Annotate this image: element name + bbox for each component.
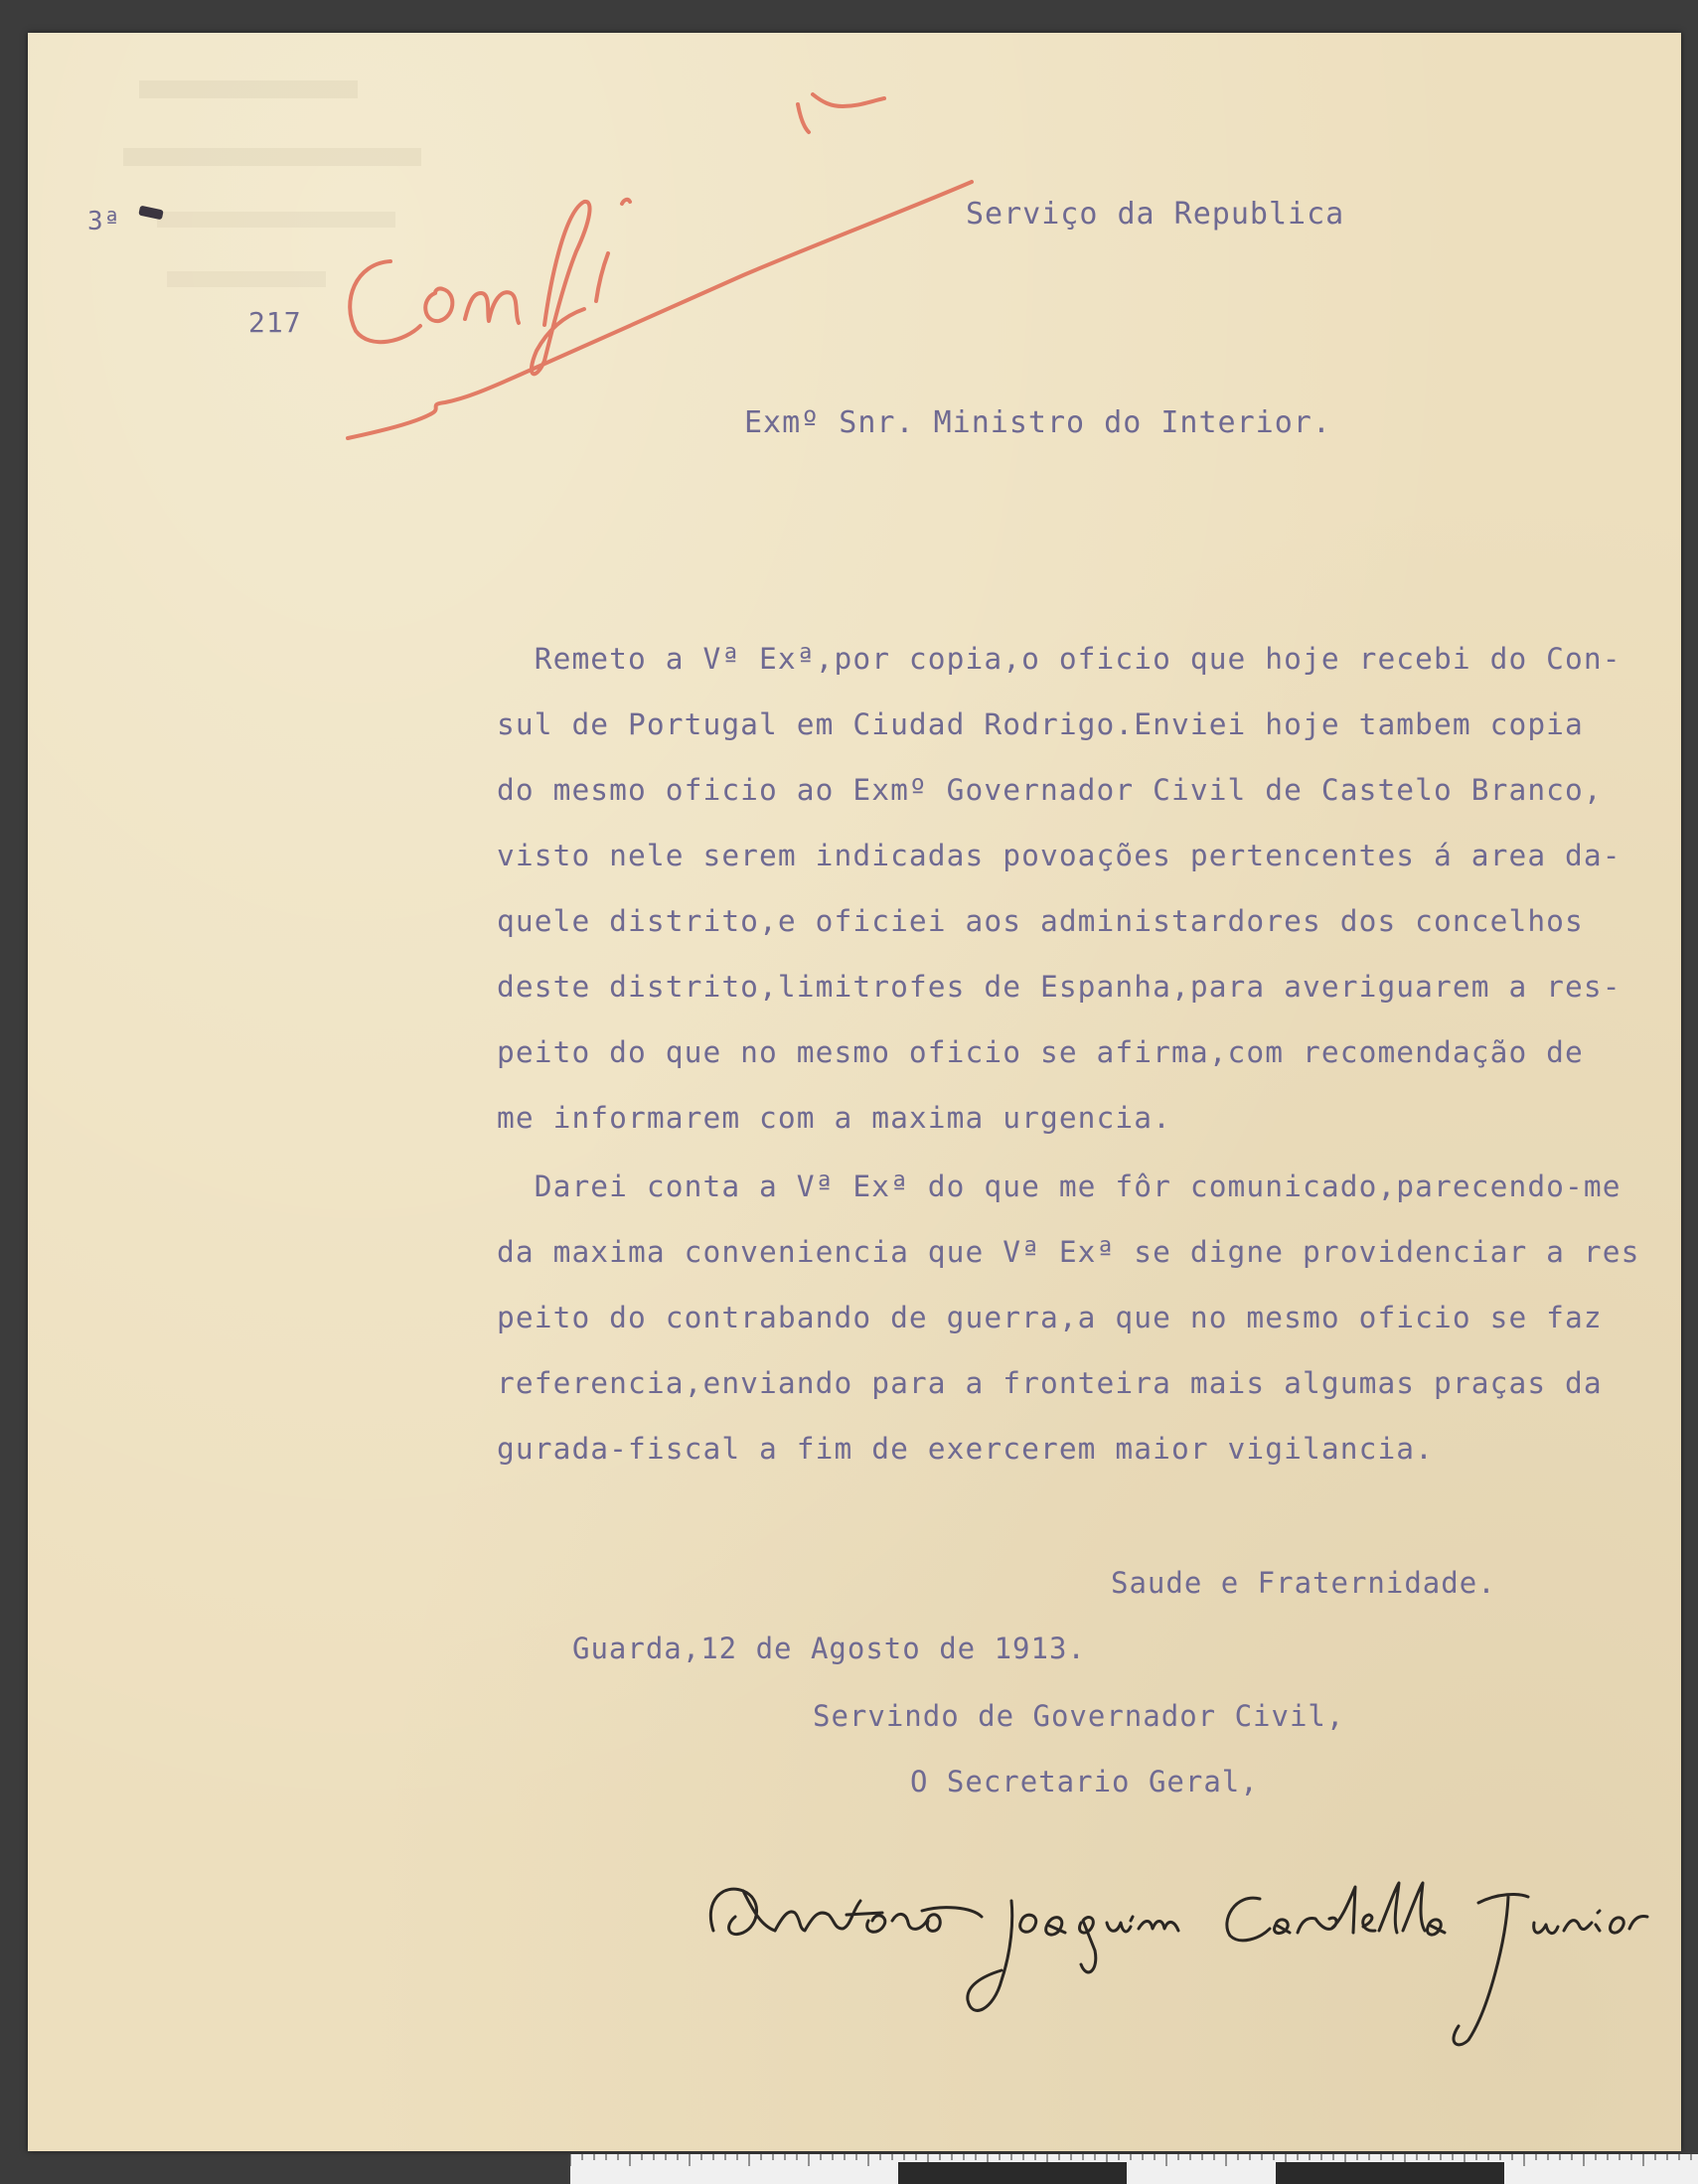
body-line: visto nele serem indicadas povoações pertencentes á area da- [497,839,1621,872]
service-header: Serviço da Republica [966,197,1345,232]
body-line: do mesmo oficio ao Exmº Governador Civil de Castelo Branco, [497,773,1603,807]
body-line: gurada-fiscal a fim de exercerem maior vigilancia. [497,1432,1435,1466]
salutation: Saude e Fraternidade. [1111,1566,1496,1600]
role-line-2: O Secretario Geral, [910,1765,1259,1798]
body-line: peito do que no mesmo oficio se afirma,com recomendação de [497,1035,1584,1069]
document-number: 217 [248,306,302,339]
document-page [28,33,1681,2151]
scale-ruler [570,2154,1698,2184]
body-line: Darei conta a Vª Exª do que me fôr comunicado,parecendo-me [497,1170,1621,1203]
ruler-ticks [570,2154,1698,2184]
body-line: me informarem com a maxima urgencia. [497,1101,1171,1135]
body-line: sul de Portugal em Ciudad Rodrigo.Enviei hoje tambem copia [497,707,1584,741]
reference-code: 3ª [87,207,121,236]
role-line-1: Servindo de Governador Civil, [813,1699,1345,1733]
place-date: Guarda,12 de Agosto de 1913. [572,1632,1086,1665]
body-line: Remeto a Vª Exª,por copia,o oficio que hoje recebi do Con- [497,642,1621,676]
body-line: da maxima conveniencia que Vª Exª se digne providenciar a res [497,1235,1640,1269]
body-line: peito do contrabando de guerra,a que no mesmo oficio se faz [497,1301,1603,1334]
handwritten-signature [28,33,1681,2151]
addressee: Exmº Snr. Ministro do Interior. [744,405,1331,440]
body-line: quele distrito,e oficiei aos administardores dos concelhos [497,904,1584,938]
body-line: deste distrito,limitrofes de Espanha,para averiguarem a res- [497,970,1621,1004]
body-line: referencia,enviando para a fronteira mais algumas praças da [497,1366,1603,1400]
